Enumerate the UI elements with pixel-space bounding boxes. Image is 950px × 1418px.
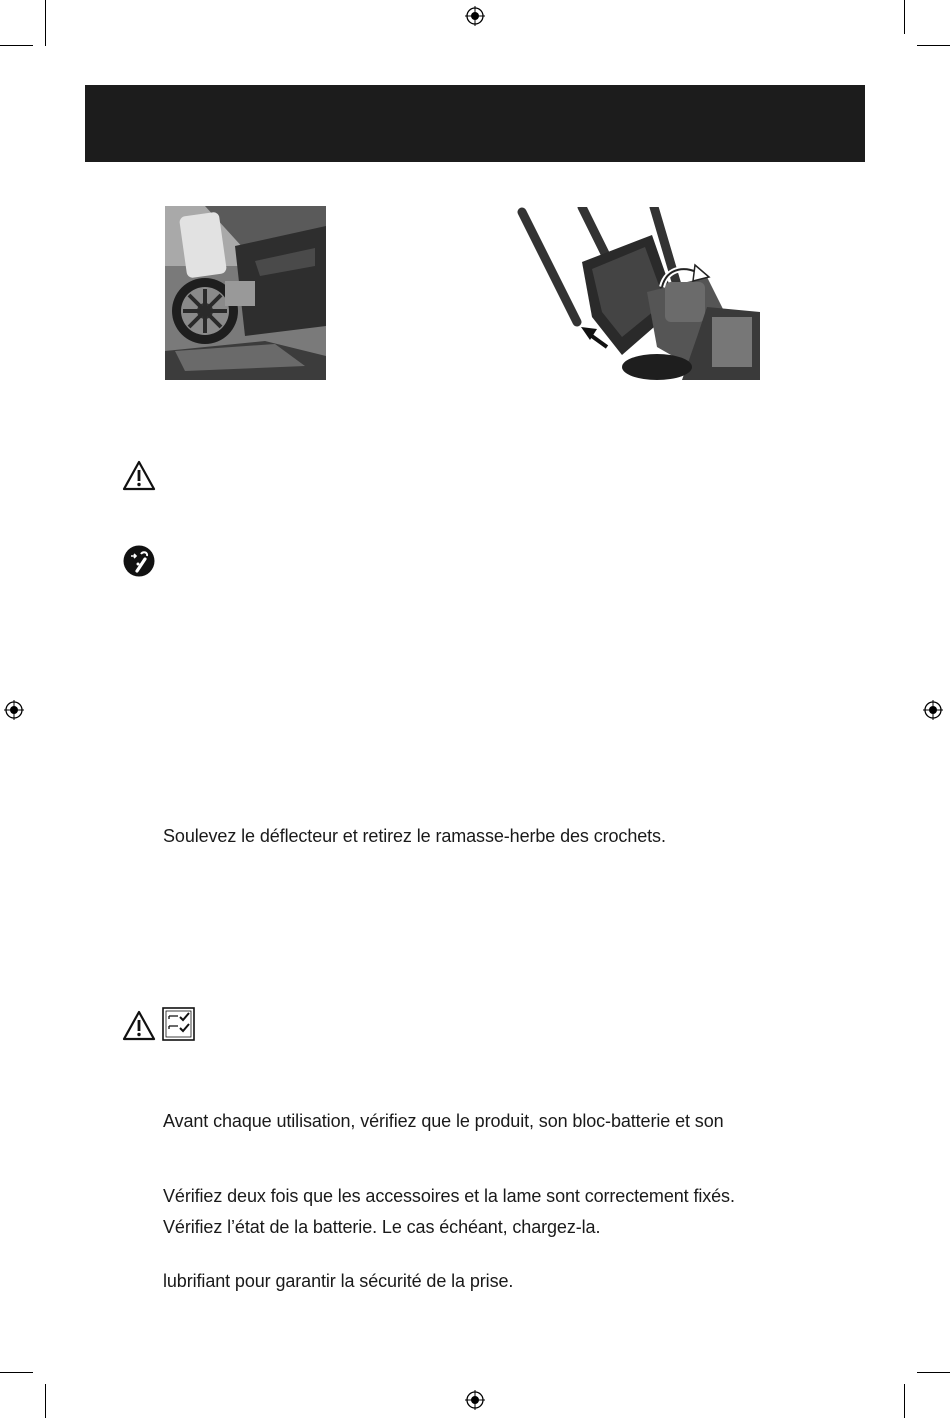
check-instruction-line-2: Vérifiez deux fois que les accessoires et la lame sont correctement fixés. [163, 1186, 735, 1206]
crop-mark-top-left-h [0, 45, 33, 46]
registration-mark-icon [465, 6, 485, 26]
crop-mark-bottom-right-h [917, 1372, 950, 1373]
check-instruction-line-4: lubrifiant pour garantir la sécurité de la prise. [163, 1271, 514, 1291]
crop-mark-bottom-right-v [904, 1384, 905, 1418]
warning-icon [122, 459, 156, 492]
inspection-icon [162, 1007, 195, 1041]
crop-mark-top-right-v [904, 0, 905, 34]
crop-mark-top-left-v [45, 0, 46, 46]
registration-mark-icon [923, 700, 943, 720]
section-header-bar [85, 85, 865, 162]
crop-mark-bottom-left-v [45, 1384, 46, 1418]
check-instruction-line-1: Avant chaque utilisation, vérifiez que le produit, son bloc-batterie et son [163, 1111, 724, 1131]
step-remove-grass-bag: Soulevez le déflecteur et retirez le ramasse-herbe des crochets. [163, 826, 666, 846]
crop-mark-bottom-left-h [0, 1372, 33, 1373]
grass-bag-removal-photo [517, 207, 760, 380]
registration-mark-icon [4, 700, 24, 720]
warning-icon [122, 1010, 156, 1041]
crop-mark-top-right-h [917, 45, 950, 46]
registration-mark-icon [465, 1390, 485, 1410]
check-instruction-line-3: Vérifiez l’état de la batterie. Le cas échéant, chargez-la. [163, 1217, 601, 1237]
grass-bag-wheel-photo [165, 206, 326, 380]
read-manual-icon [123, 545, 155, 577]
